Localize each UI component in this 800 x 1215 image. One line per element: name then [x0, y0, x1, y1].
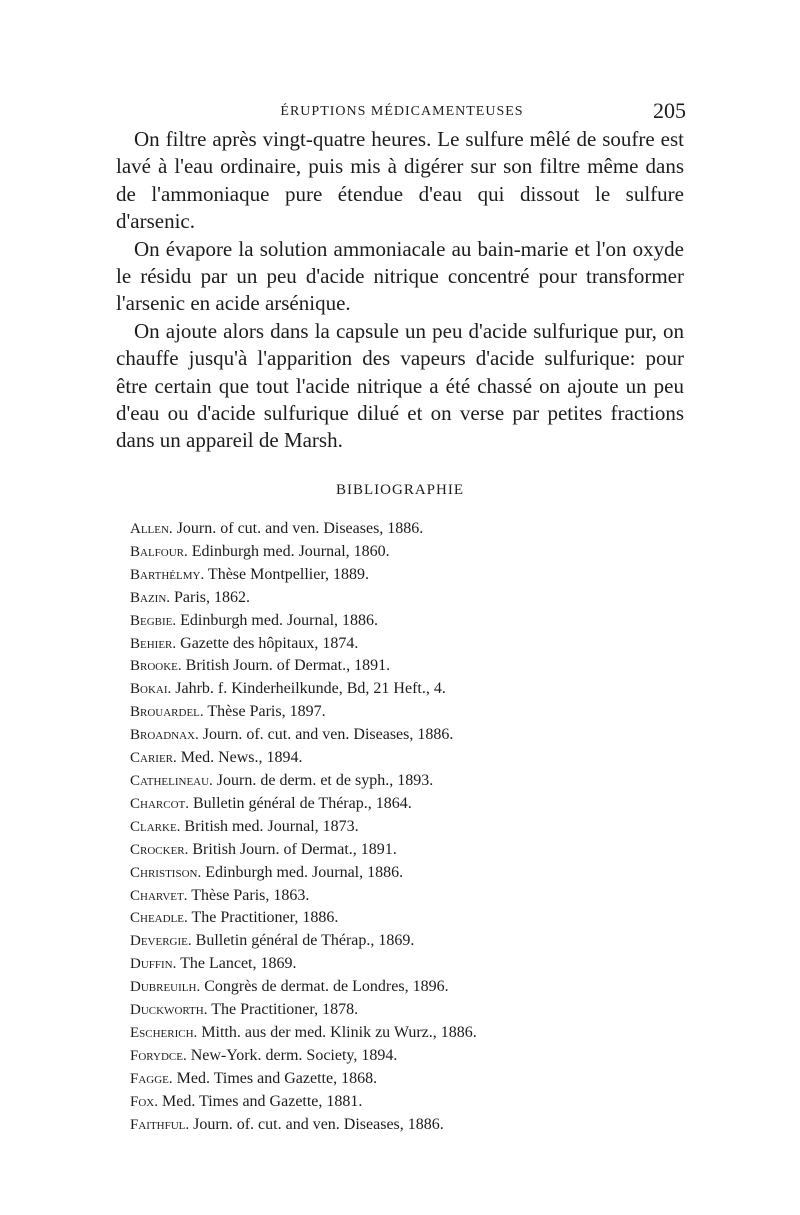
entry-reference: Congrès de dermat. de Londres, 1896.	[204, 978, 449, 996]
entry-author: Duckworth.	[130, 1002, 208, 1019]
bibliography-entry	[130, 747, 690, 770]
bibliography-entry	[130, 678, 690, 701]
entry-author: Brouardel.	[130, 704, 204, 721]
bibliography-entry	[130, 1114, 690, 1137]
entry-author: Broadnax.	[130, 727, 199, 744]
entry-reference: Jahrb. f. Kinderheilkunde, Bd, 21 Heft., 4.	[175, 680, 446, 698]
entry-author: Cheadle.	[130, 910, 188, 927]
bibliography-entry	[130, 953, 690, 976]
entry-author: Bokai.	[130, 681, 172, 698]
entry-author: Charvet.	[130, 887, 188, 904]
bibliography-list	[130, 518, 690, 1136]
bibliography-entry	[130, 518, 690, 541]
bibliography-entry	[130, 862, 690, 885]
entry-reference: Med. Times and Gazette, 1868.	[176, 1069, 378, 1087]
bibliography-entry	[130, 633, 690, 656]
running-title: ÉRUPTIONS MÉDICAMENTEUSES	[280, 104, 524, 119]
entry-author: Crocker.	[130, 841, 189, 858]
entry-author: Carier.	[130, 750, 177, 767]
entry-author: Fox.	[130, 1093, 158, 1110]
entry-reference: Bulletin général de Thérap., 1864.	[192, 794, 412, 812]
bibliography-entry	[130, 724, 690, 747]
bibliography-entry	[130, 839, 690, 862]
bibliography-entry	[130, 1022, 690, 1045]
entry-author: Duffin.	[130, 956, 177, 973]
paragraph: On ajoute alors dans la capsule un peu d'acide sulfurique pur, on chauffe jusqu'à l'apparition des vapeurs d'acide sulfurique: pour être certain que tout l'acide nitrique a été chassé on ajoute un peu d'eau ou d'acide sulfurique dilué et on verse par petites fractions dans un appareil de Marsh.	[116, 318, 684, 453]
entry-author: Faithful.	[130, 1116, 190, 1133]
entry-reference: Journ. of cut. and ven. Diseases, 1886.	[176, 520, 424, 537]
entry-author: Brooke.	[130, 658, 182, 675]
page-number: 205	[653, 98, 686, 123]
bibliography-entry	[130, 701, 690, 724]
bibliography-entry	[130, 1068, 690, 1091]
bibliography-entry	[130, 1091, 690, 1114]
entry-reference: Med. Times and Gazette, 1881.	[161, 1092, 363, 1110]
entry-author: Barthélmy.	[130, 566, 205, 583]
entry-author: Bazin.	[130, 589, 171, 606]
bibliography-entry	[130, 610, 690, 633]
bibliography-entry	[130, 816, 690, 839]
bibliography-entry	[130, 793, 690, 816]
bibliography-entry	[130, 541, 690, 564]
entry-author: Forydce.	[130, 1047, 187, 1064]
entry-author: Behier.	[130, 635, 177, 652]
entry-reference: Med. News., 1894.	[180, 749, 303, 767]
entry-author: Escherich.	[130, 1024, 198, 1041]
paragraph: On évapore la solution ammoniacale au bain-marie et l'on oxyde le résidu par un peu d'acide nitrique concentré pour transformer l'arsenic en acide arsénique.	[116, 236, 684, 316]
entry-reference: The Practitioner, 1878.	[211, 1001, 359, 1019]
entry-author: Clarke.	[130, 818, 181, 835]
entry-reference: Edinburgh med. Journal, 1860.	[191, 542, 390, 560]
entry-author: Balfour.	[130, 543, 188, 560]
entry-author: Begbie.	[130, 612, 177, 629]
entry-reference: Edinburgh med. Journal, 1886.	[180, 611, 379, 629]
bibliography-entry	[130, 1045, 690, 1068]
entry-reference: The Lancet, 1869.	[180, 955, 297, 973]
entry-author: Christison.	[130, 864, 202, 881]
bibliography-entry	[130, 885, 690, 908]
bibliography-entry	[130, 976, 690, 999]
paragraph: On filtre après vingt-quatre heures. Le sulfure mêlé de soufre est lavé à l'eau ordinaire, puis mis à digérer sur son filtre même dans de l'ammoniaque pure étendue d'eau qui dissout le sulfure d'arsenic.	[116, 127, 684, 234]
bibliography-entry	[130, 587, 690, 610]
entry-reference: Thèse Paris, 1897.	[207, 703, 326, 721]
entry-author: Allen.	[130, 521, 173, 537]
entry-reference: New-York. derm. Society, 1894.	[190, 1046, 398, 1064]
entry-reference: Bulletin général de Thérap., 1869.	[195, 932, 415, 950]
entry-author: Charcot.	[130, 795, 189, 812]
bibliography-entry	[130, 907, 690, 930]
bibliography-entry	[130, 564, 690, 587]
entry-author: Devergie.	[130, 933, 192, 950]
body-text	[116, 126, 684, 455]
entry-reference: British Journ. of Dermat., 1891.	[185, 657, 391, 675]
entry-reference: Thèse Montpellier, 1889.	[207, 565, 370, 583]
entry-author: Fagge.	[130, 1070, 173, 1087]
bibliography-entry	[130, 930, 690, 953]
entry-reference: The Practitioner, 1886.	[191, 909, 339, 927]
entry-reference: Journ. of. cut. and ven. Diseases, 1886.	[193, 1115, 444, 1133]
entry-reference: Edinburgh med. Journal, 1886.	[205, 863, 404, 881]
running-head	[118, 100, 686, 124]
entry-reference: British Journ. of Dermat., 1891.	[192, 840, 397, 858]
entry-reference: Thèse Paris, 1863.	[191, 886, 310, 904]
bibliography-entry	[130, 655, 690, 678]
entry-author: Cathelineau.	[130, 772, 213, 789]
entry-author: Dubreuilh.	[130, 979, 201, 996]
entry-reference: Journ. de derm. et de syph., 1893.	[216, 771, 434, 789]
bibliography-entry	[130, 999, 690, 1022]
bibliography-heading: BIBLIOGRAPHIE	[336, 482, 464, 498]
entry-reference: Gazette des hôpitaux, 1874.	[180, 634, 359, 652]
entry-reference: Journ. of. cut. and ven. Diseases, 1886.	[202, 726, 454, 744]
entry-reference: Paris, 1862.	[174, 588, 251, 606]
entry-reference: Mitth. aus der med. Klinik zu Wurz., 1886.	[201, 1023, 477, 1041]
bibliography-entry	[130, 770, 690, 793]
entry-reference: British med. Journal, 1873.	[184, 817, 359, 835]
